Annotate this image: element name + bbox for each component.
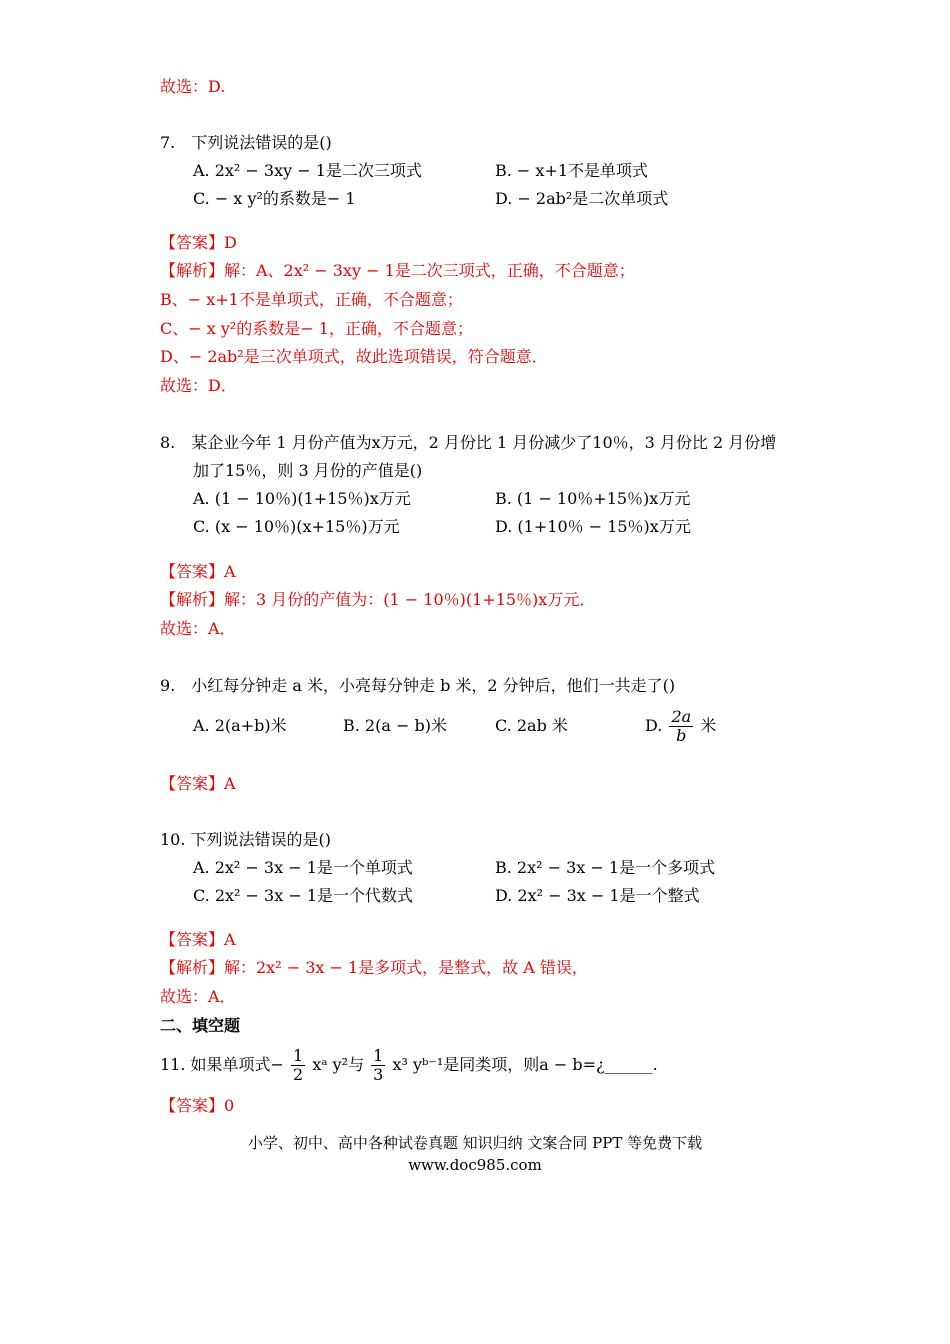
q9-option-d-fraction [669,708,693,745]
q11-prefix: 11. 如果单项式− [160,1055,284,1074]
q7-analysis-line: 故选：D． [160,376,237,395]
q11-tail-text: x³ yᵇ⁻¹是同类项，则a − b=¿______. [392,1055,658,1074]
q11-fraction-third [371,1047,385,1084]
footer-promo-text: 小学、初中、高中各种试卷真题 知识归纳 文案合同 PPT 等免费下载 [247,1134,703,1152]
q8-stem-line1: 8. 某企业今年 1 月份产值为x万元，2 月份比 1 月份减少了10％，3 月份比 2 月份增 [160,433,777,452]
q9-answer: 【答案】A [160,774,236,793]
q11-fraction-third-denominator: 3 [373,1065,384,1084]
q11-fraction-half [291,1047,305,1084]
footer-website: www.doc985.com [408,1156,542,1174]
q7-analysis-line: B、− x+1不是单项式，正确，不合题意； [160,290,463,309]
q7-option-a: A. 2x² − 3xy − 1是二次三项式 [193,161,422,180]
q10-stem: 10. 下列说法错误的是() [160,830,332,849]
q9-option-a: A. 2(a+b)米 [193,716,287,735]
q9-option-b: B. 2(a − b)米 [343,716,447,735]
q7-option-b: B. − x+1不是单项式 [495,161,649,180]
q8-option-d: D. (1+10％ − 15％)x万元 [495,517,691,536]
q9-option-c: C. 2ab 米 [495,716,568,735]
q11-fraction-half-denominator: 2 [293,1065,304,1084]
q11-stem [160,1042,658,1088]
q7-analysis-line: 【解析】解：A、2x² − 3xy − 1是二次三项式，正确，不合题意； [160,261,635,280]
q8-option-c: C. (x − 10％)(x+15％)万元 [193,517,400,536]
q9-option-d-denominator: b [676,726,687,745]
q9-option-d [645,703,716,749]
q11-fraction-half-numerator: 1 [293,1046,304,1065]
q7-answer: 【答案】D [160,233,237,252]
q7-option-c: C. − x y²的系数是− 1 [193,189,356,208]
q10-analysis-line: 故选：A． [160,987,236,1006]
q11-middle-text: xᵃ y²与 [312,1055,365,1074]
q8-option-b: B. (1 − 10％+15％)x万元 [495,489,691,508]
q10-option-b: B. 2x² − 3x − 1是一个多项式 [495,858,716,877]
q8-option-a: A. (1 − 10％)(1+15％)x万元 [193,489,411,508]
q9-option-d-unit: 米 [700,716,717,735]
q9-stem: 9. 小红每分钟走 a 米，小亮每分钟走 b 米，2 分钟后，他们一共走了() [160,676,676,695]
prev-choose-text: 故选：D. [160,77,226,96]
q8-stem-line2: 加了15％，则 3 月份的产值是() [193,461,423,480]
section-heading: 二、填空题 [160,1016,241,1035]
q9-option-d-numerator: 2a [671,707,692,726]
q10-answer: 【答案】A [160,930,236,949]
q10-option-a: A. 2x² − 3x − 1是一个单项式 [193,858,413,877]
q7-analysis-line: C、− x y²的系数是− 1，正确，不合题意； [160,319,473,338]
q8-analysis-line: 故选：A． [160,619,236,638]
q7-analysis-line: D、− 2ab²是三次单项式，故此选项错误，符合题意． [160,347,548,366]
q8-analysis-line: 【解析】解：3 月份的产值为：(1 − 10％)(1+15％)x万元． [160,590,596,609]
q11-fraction-third-numerator: 1 [373,1046,384,1065]
q7-stem: 7. 下列说法错误的是() [160,133,332,152]
q10-option-d: D. 2x² − 3x − 1是一个整式 [495,886,700,905]
q10-option-c: C. 2x² − 3x − 1是一个代数式 [193,886,414,905]
q7-option-d: D. − 2ab²是二次单项式 [495,189,669,208]
q9-option-d-label: D. [645,716,663,735]
q8-answer: 【答案】A [160,562,236,581]
q10-analysis-line: 【解析】解：2x² − 3x − 1是多项式，是整式，故 A 错误， [160,958,588,977]
q11-answer: 【答案】0 [160,1096,235,1115]
